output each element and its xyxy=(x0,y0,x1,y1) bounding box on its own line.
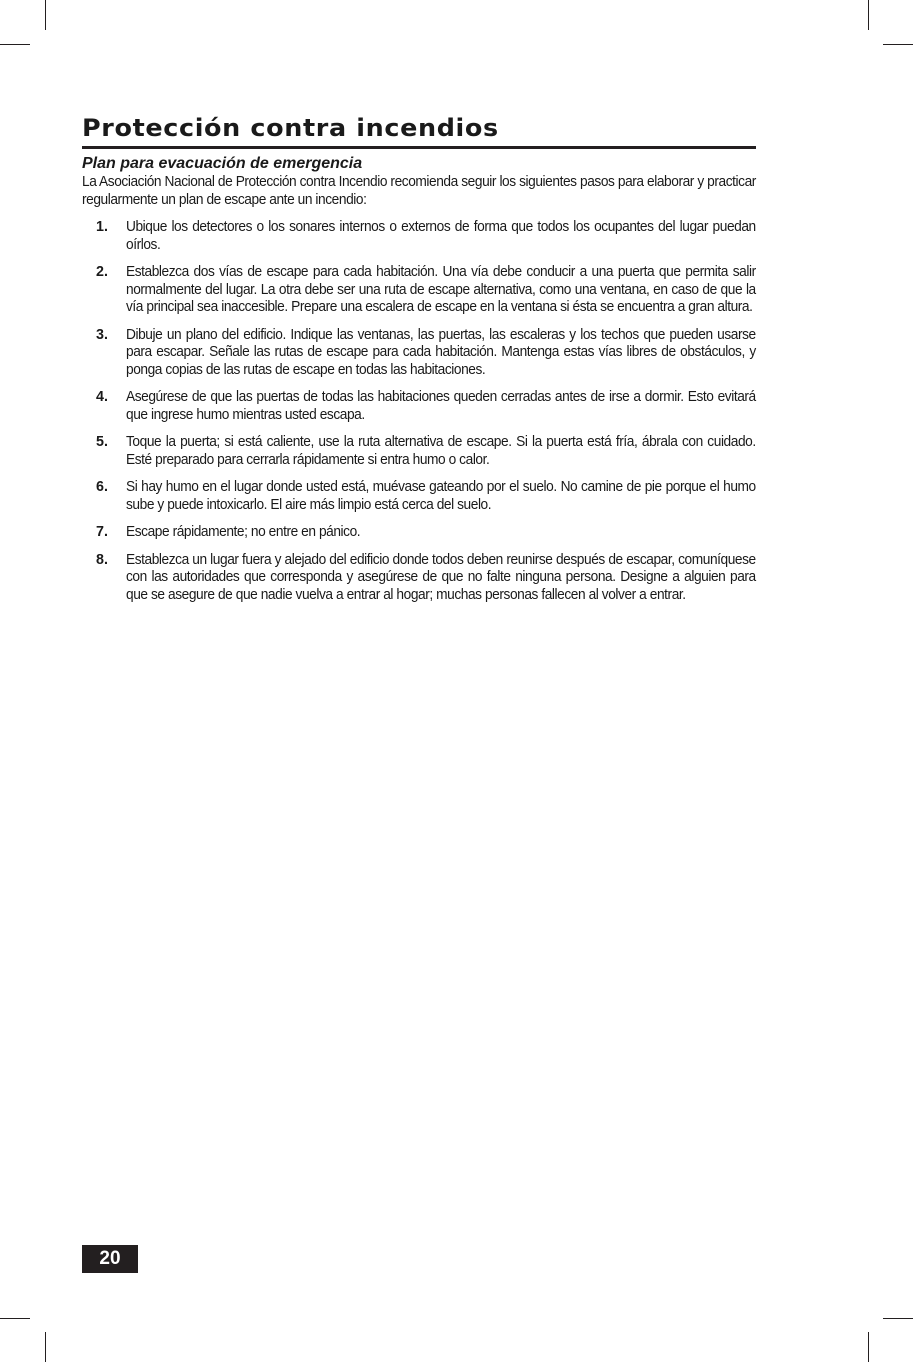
step-number: 8. xyxy=(96,551,108,568)
crop-mark-top-left-horizontal xyxy=(0,44,30,45)
step-number: 1. xyxy=(96,219,108,235)
crop-mark-bottom-left-vertical xyxy=(45,1332,46,1362)
crop-mark-bottom-right-horizontal xyxy=(883,1318,913,1319)
crop-mark-top-right-vertical xyxy=(868,0,869,30)
step-number: 5. xyxy=(96,434,108,450)
crop-mark-bottom-left-horizontal xyxy=(0,1318,30,1319)
step-text: Dibuje un plano del edificio. Indique las ventanas, las puertas, las escaleras y los techos que pueden usarse para escapar. Señale las rutas de escape para cada habitación. Mantenga estas vías libres de obstáculos, y ponga copias de las rutas de escape en todas las habitaciones. xyxy=(126,326,756,378)
step-number: 3. xyxy=(96,326,108,343)
step-number: 6. xyxy=(96,479,108,495)
list-item xyxy=(82,552,756,605)
page-content xyxy=(82,112,756,614)
list-item xyxy=(82,389,756,424)
step-text: Si hay humo en el lugar donde usted está, muévase gateando por el suelo. No camine de pie porque el humo sube y puede intoxicarlo. El aire más limpio está cerca del suelo. xyxy=(126,479,756,513)
list-item xyxy=(82,327,756,380)
list-item xyxy=(82,264,756,317)
step-text: Toque la puerta; si está caliente, use la ruta alternativa de escape. Si la puerta está fría, ábrala con cuidado. Esté preparado para cerrarla rápidamente si entra humo o calor. xyxy=(126,434,756,468)
list-item xyxy=(82,479,756,514)
intro-paragraph: La Asociación Nacional de Protección contra Incendio recomienda seguir los siguientes pasos para elaborar y practicar regularmente un plan de escape ante un incendio: xyxy=(82,174,756,208)
list-item xyxy=(82,434,756,469)
step-number: 2. xyxy=(96,264,108,280)
page-title: Protección contra incendios xyxy=(82,114,499,142)
step-number: 4. xyxy=(96,389,108,405)
crop-mark-top-right-horizontal xyxy=(883,44,913,45)
step-text: Ubique los detectores o los sonares internos o externos de forma que todos los ocupantes del lugar puedan oírlos. xyxy=(126,219,756,253)
crop-mark-bottom-right-vertical xyxy=(868,1332,869,1362)
page-number-badge: 20 xyxy=(82,1245,138,1273)
list-item xyxy=(82,219,756,254)
step-number: 7. xyxy=(96,524,108,540)
step-text: Escape rápidamente; no entre en pánico. xyxy=(126,524,361,540)
crop-mark-top-left-vertical xyxy=(45,0,46,30)
step-text: Establezca un lugar fuera y alejado del edificio donde todos deben reunirse después de escapar, comuníquese con las autoridades que corresponda y asegúrese de que no falte ninguna persona. Designe a alguien para que se asegure de que nadie vuelva a entrar al hogar; muchas personas fallecen al volver a entrar. xyxy=(126,551,756,603)
step-text: Asegúrese de que las puertas de todas las habitaciones queden cerradas antes de irse a dormir. Esto evitará que ingrese humo mientras usted escapa. xyxy=(126,389,756,423)
list-item xyxy=(82,524,756,542)
evacuation-steps-list xyxy=(82,219,756,604)
step-text: Establezca dos vías de escape para cada habitación. Una vía debe conducir a una puerta que permita salir normalmente del lugar. La otra debe ser una ruta de escape alternativa, como una ventana, en caso de que la vía principal sea inaccesible. Prepare una escalera de escape en la ventana si ésta se encuentra a gran altura. xyxy=(126,264,756,315)
title-rule xyxy=(82,146,756,149)
section-subtitle: Plan para evacuación de emergencia xyxy=(82,155,363,172)
